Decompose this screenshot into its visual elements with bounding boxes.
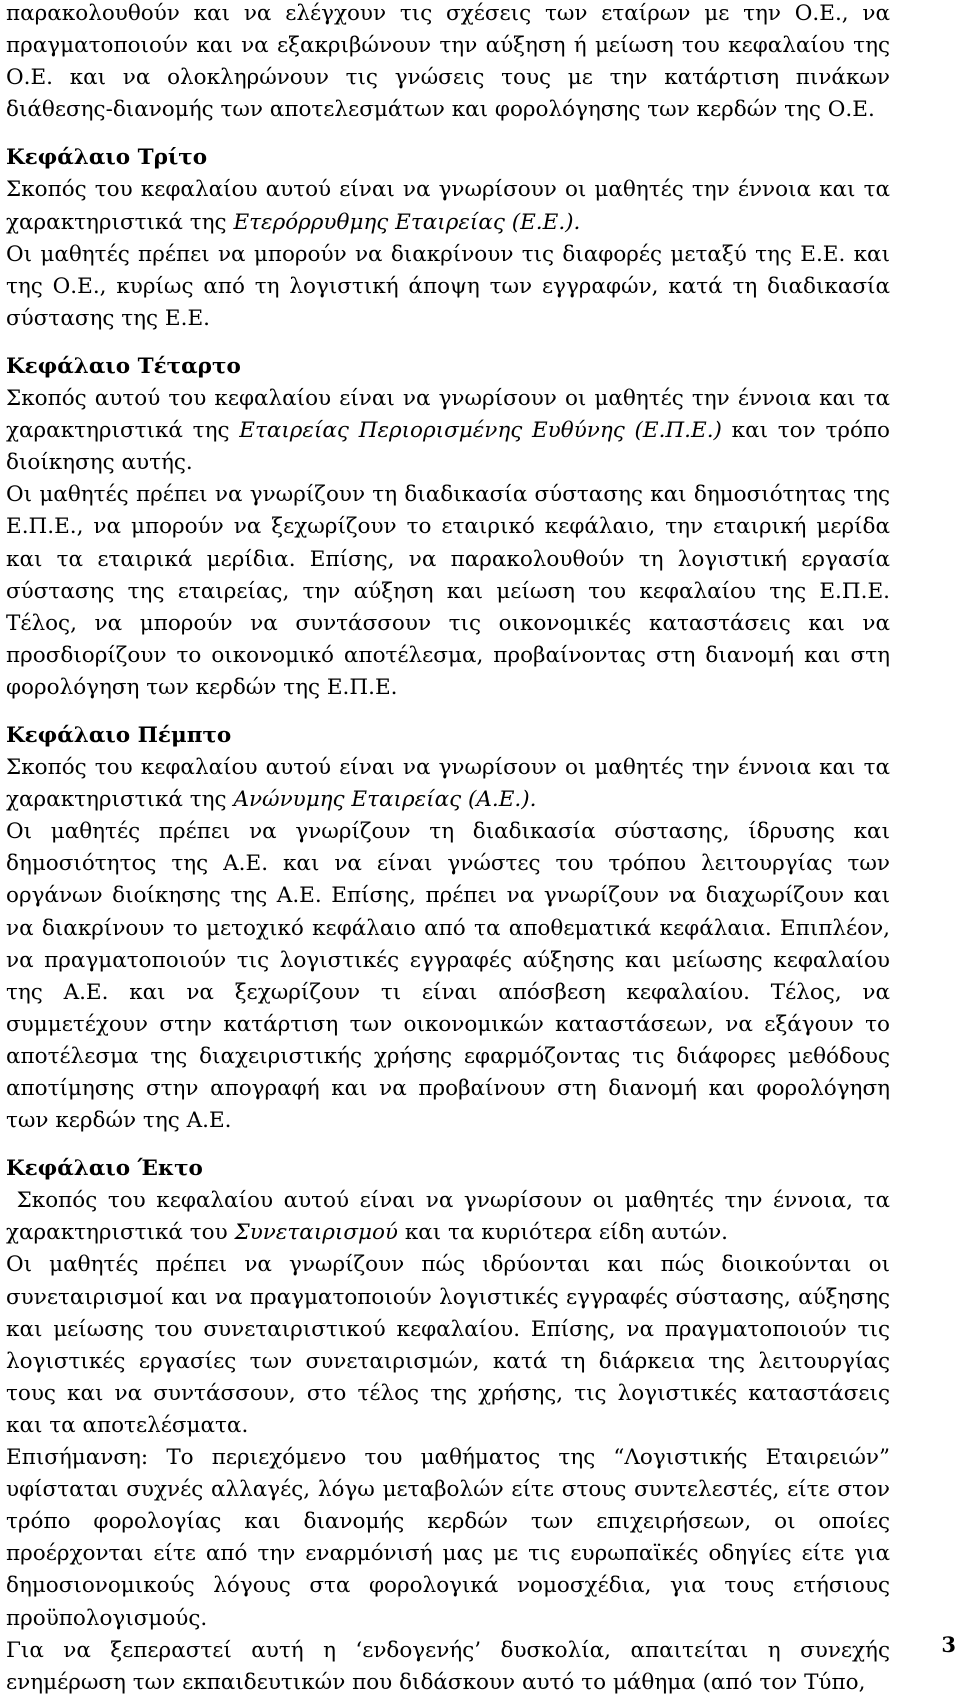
chapter-3-heading: Κεφάλαιο Τρίτο <box>6 145 208 171</box>
chapter-4-company-type: Εταιρείας Περιορισμένης Ευθύνης (Ε.Π.Ε.) <box>239 418 722 444</box>
chapter-6-closing-paragraph: Για να ξεπεραστεί αυτή η ‘ενδογενής’ δυσκολία, απαιτείται η συνεχής ενημέρωση των εκπαιδευτικών που διδάσκουν αυτό το μάθημα (από τον Τύπο, <box>6 1637 890 1695</box>
chapter-6-purpose <box>6 1185 897 1249</box>
chapter-5-heading: Κεφάλαιο Πέμπτο <box>6 722 232 748</box>
chapter-5-company-type: Ανώνυμης Εταιρείας (Α.Ε.). <box>233 787 537 813</box>
page-number: 3 <box>941 1632 956 1657</box>
chapter-3-company-type: Ετερόρρυθμης Εταιρείας (Ε.Ε.). <box>233 209 581 235</box>
chapter-3-purpose-text: Σκοπός του κεφαλαίου αυτού είναι να γνωρίσουν οι μαθητές την έννοια και τα χαρακτηριστικά της <box>6 177 890 235</box>
chapter-6-paragraph: Οι μαθητές πρέπει να γνωρίζουν πώς ιδρύονται και πώς διοικούνται οι συνεταιρισμοί και να πραγματοποιούν λογιστικές εγγραφές σύστασης, αύξησης και μείωσης του συνεταιριστικού κεφαλαίου. Επίσης, να πραγματοποιούν τις λογιστικές εργασίες των συνεταιρισμών, κατά τη διάρκεια της λειτουργίας τους και να συντάσσουν, στο τέλος της χρήσης, τις λογιστικές καταστάσεις και τα αποτελέσματα. <box>6 1252 890 1438</box>
chapter-5-paragraph: Οι μαθητές πρέπει να γνωρίζουν τη διαδικασία σύστασης, ίδρυσης και δημοσιότητος της Α.Ε. και να είναι γνώστες του τρόπου λειτουργίας των οργάνων διοίκησης της Α.Ε. Επίσης, πρέπει να γνωρίζουν να διαχωρίζουν και να διακρίνουν το μετοχικό κεφάλαιο από τα αποθεματικά κεφάλαια. Επιπλέον, να πραγματοποιούν τις λογιστικές εγγραφές αύξησης και μείωσης κεφαλαίου της Α.Ε. και να ξεχωρίζουν τι είναι απόσβεση κεφαλαίου. Τέλος, να συμμετέχουν στην κατάρτιση των οικονομικών καταστάσεων, να εξάγουν το αποτέλεσμα της διαχειριστικής χρήσης εφαρμόζοντας τις διάφορες μεθόδους αποτίμησης στην απογραφή και να προβαίνουν στη διανομή και φορολόγηση των κερδών της Α.Ε. <box>6 819 890 1134</box>
chapter-6-company-type: Συνεταιρισμού <box>234 1220 398 1246</box>
chapter-6-heading: Κεφάλαιο Έκτο <box>6 1156 203 1182</box>
intro-paragraph: παρακολουθούν και να ελέγχουν τις σχέσεις των εταίρων με την Ο.Ε., να πραγματοποιούν και να εξακριβώνουν την αύξηση ή μείωση του κεφαλαίου της Ο.Ε. και να ολοκληρώνουν τις γνώσεις τους με την κατάρτιση πινάκων διάθεσης-διανομής των αποτελεσμάτων και φορολόγησης των κερδών της Ο.Ε. <box>6 1 890 123</box>
chapter-3-paragraph: Οι μαθητές πρέπει να μπορούν να διακρίνουν τις διαφορές μεταξύ της Ε.Ε. και της Ο.Ε., κυρίως από τη λογιστική άποψη των εγγραφών, κατά τη διαδικασία σύστασης της Ε.Ε. <box>6 241 890 331</box>
chapter-5-purpose <box>6 752 890 816</box>
chapter-6-note: Επισήμανση: Το περιεχόμενο του μαθήματος της “Λογιστικής Εταιρειών” υφίσταται συχνές αλλαγές, λόγω μεταβολών είτε στους συντελεστές, είτε στον τρόπο φορολογίας και διανομής κερδών των επιχειρήσεων, οι οποίες προέρχονται είτε από την εναρμόνισή μας με τις ευρωπαϊκές οδηγίες είτε για δημοσιονομικούς λόγους στα φορολογικά νομοσχέδια, για τους ετήσιους προϋπολογισμούς. <box>6 1445 890 1631</box>
chapter-3-purpose <box>6 174 890 238</box>
chapter-4-purpose-tail: και τον τρόπο διοίκησης αυτής. <box>6 418 890 476</box>
chapter-6-purpose-text: Σκοπός του κεφαλαίου αυτού είναι να γνωρίσουν οι μαθητές την έννοια, τα χαρακτηριστικά του <box>6 1188 897 1246</box>
chapter-4-purpose <box>6 383 890 479</box>
chapter-5-purpose-text: Σκοπός του κεφαλαίου αυτού είναι να γνωρίσουν οι μαθητές την έννοια και τα χαρακτηριστικά της <box>6 755 890 813</box>
chapter-4-purpose-text: Σκοπός αυτού του κεφαλαίου είναι να γνωρίσουν οι μαθητές την έννοια και τα χαρακτηριστικά της <box>6 386 890 444</box>
chapter-4-paragraph: Οι μαθητές πρέπει να γνωρίζουν τη διαδικασία σύστασης και δημοσιότητας της Ε.Π.Ε., να μπορούν να ξεχωρίζουν το εταιρικό κεφάλαιο, την εταιρική μερίδα και τα εταιρικά μερίδια. Επίσης, να παρακολουθούν τη λογιστική εργασία σύστασης της εταιρείας, την αύξηση και μείωση του κεφαλαίου της Ε.Π.Ε. Τέλος, να μπορούν να συντάσσουν τις οικονομικές καταστάσεις και να προσδιορίζουν το οικονομικό αποτέλεσμα, προβαίνοντας στη διανομή και στη φορολόγηση των κερδών της Ε.Π.Ε. <box>6 482 890 700</box>
chapter-6-purpose-tail: και τα κυριότερα είδη αυτών. <box>398 1220 728 1246</box>
document-page <box>6 0 897 1699</box>
chapter-4-heading: Κεφάλαιο Τέταρτο <box>6 353 241 379</box>
